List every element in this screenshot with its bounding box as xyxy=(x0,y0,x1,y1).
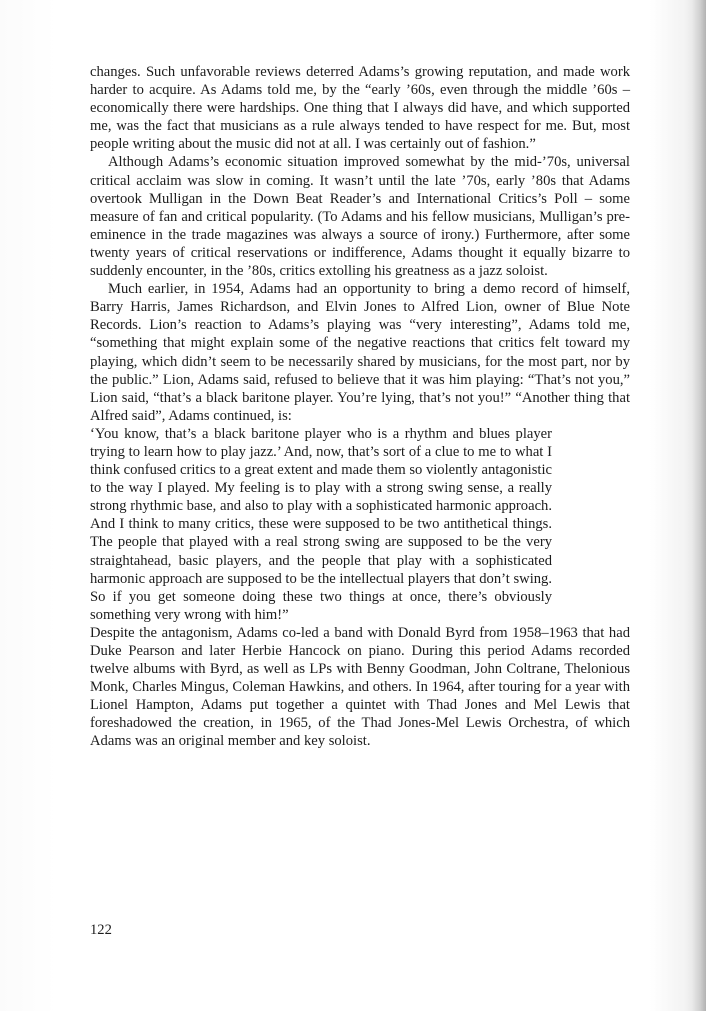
paragraph-1: changes. Such unfavorable reviews deterred Adams’s growing reputation, and made work harder to acquire. As Adams told me, by the “early ’60s, even through the middle ’60s – economically there were hardships. One thing that I always did have, and which supported me, was the fact that musicians as a rule always tended to have respect for me. But, most people writing about the music did not at all. I was certainly out of fashion.” xyxy=(90,64,630,153)
paragraph-3: Much earlier, in 1954, Adams had an opportunity to bring a demo record of himself, Barry Harris, James Richardson, and Elvin Jones to Alfred Lion, owner of Blue Note Records. Lion’s reaction to Adams’s playing was “very interesting”, Adams told me, “something that might explain some of the negative reactions that critics felt toward my playing, which didn’t seem to be necessarily shared by musicians, for the most part, nor by the public.” Lion, Adams said, refused to believe that it was him playing: “That’s not you,” Lion said, “that’s a black baritone player. You’re lying, that’s not you!” “Another thing that Alfred said”, Adams continued, is: xyxy=(90,281,630,424)
block-quote: ‘You know, that’s a black baritone player who is a rhythm and blues player trying to learn how to play jazz.’ And, now, that’s sort of a clue to me to what I think confused critics to a great extent and made them so violently antagonistic to the way I played. My feeling is to play with a strong swing sense, a really strong rhythmic base, and also to play with a sophisticated harmonic approach. And I think to many critics, these were supposed to be two antithetical things. The people that played with a real strong swing are supposed to be the very straightahead, basic players, and the people that play with a sophisticated harmonic approach are supposed to be the intellectual players that don’t swing. So if you get someone doing these two things at once, there’s obviously something very wrong with him!” xyxy=(90,425,553,623)
page-edge-shadow xyxy=(692,0,706,1011)
paragraph-2: Although Adams’s economic situation improved somewhat by the mid-’70s, universal critical acclaim was slow in coming. It wasn’t until the late ’70s, early ’80s that Adams overtook Mulligan in the Down Beat Reader’s and International Critics’s Poll – some measure of fan and critical popularity. (To Adams and his fellow musicians, Mulligan’s pre-eminence in the trade magazines was always a source of irony.) Furthermore, after some twenty years of critical reservations or indifference, Adams thought it equally bizarre to suddenly encounter, in the ’80s, critics extolling his greatness as a jazz soloist. xyxy=(90,154,630,280)
paragraph-4: Despite the antagonism, Adams co-led a band with Donald Byrd from 1958–1963 that had Duke Pearson and later Herbie Hancock on piano. During this period Adams recorded twelve albums with Byrd, as well as LPs with Benny Goodman, John Coltrane, Thelonious Monk, Charles Mingus, Coleman Hawkins, and others. In 1964, after touring for a year with Lionel Hampton, Adams put together a quintet with Thad Jones and Mel Lewis that foreshadowed the creation, in 1965, of the Thad Jones-Mel Lewis Orchestra, of which Adams was an original member and key soloist. xyxy=(90,624,630,750)
page-number: 122 xyxy=(90,922,112,938)
body-text xyxy=(90,63,630,751)
